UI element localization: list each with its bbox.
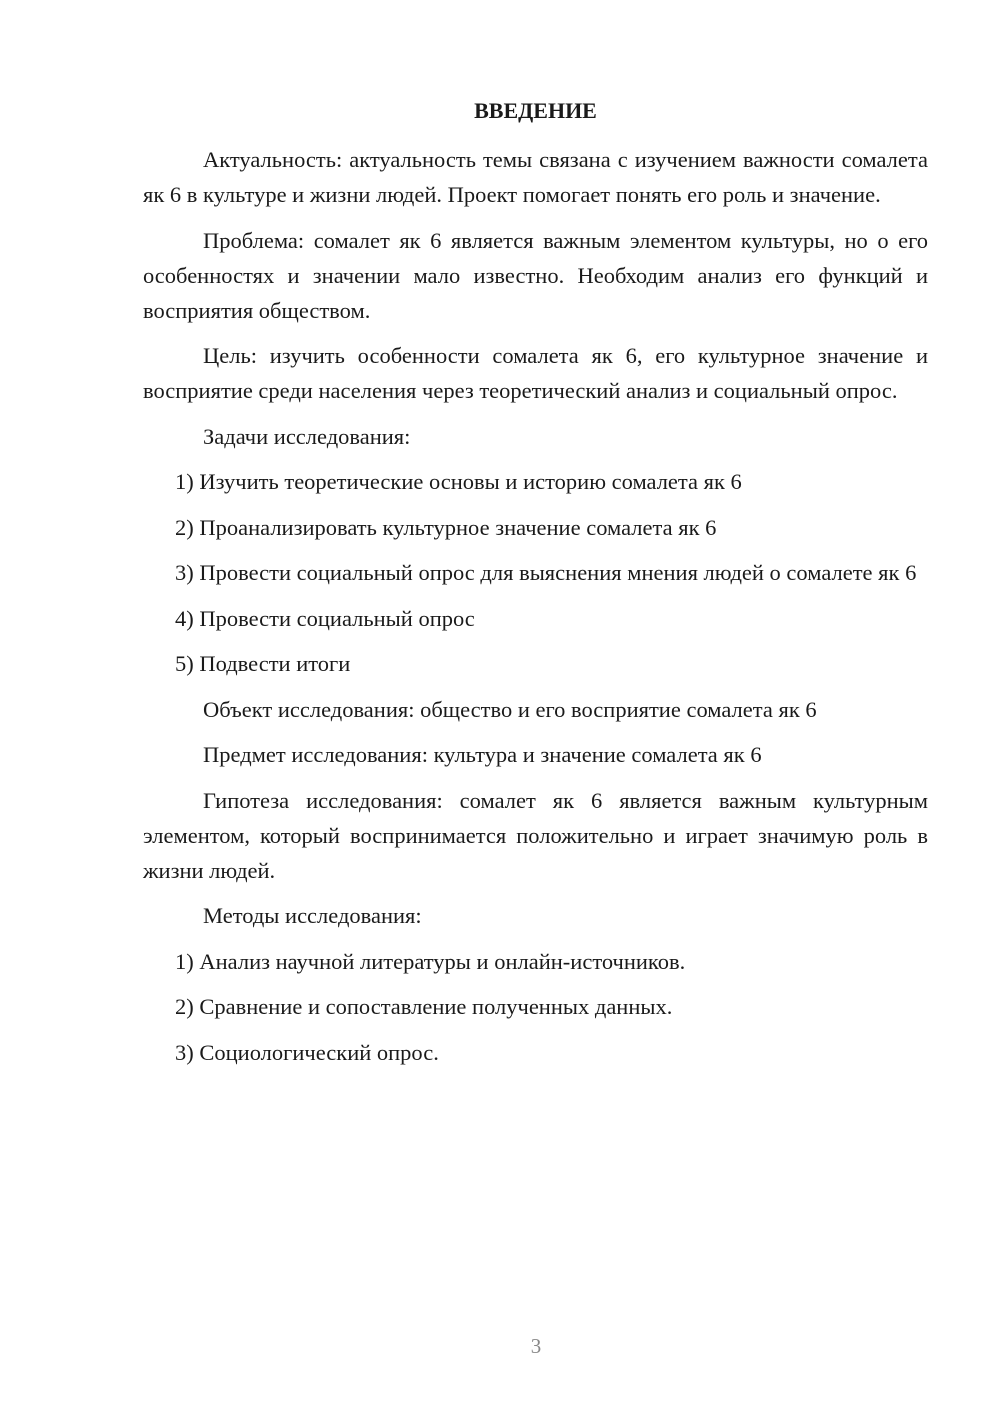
document-body [143, 142, 928, 1080]
task-item-1: 1) Изучить теоретические основы и историю сомалета як 6 [175, 469, 742, 494]
task-item-4: 4) Провести социальный опрос [175, 605, 475, 631]
paragraph-hypothesis: Гипотеза исследования: сомалет як 6 является важным культурным элементом, который воспринимается положительно и играет значимую роль в жизни людей. [143, 787, 928, 883]
method-item-1: 1) Анализ научной литературы и онлайн-источников. [175, 948, 686, 974]
paragraph-object: Объект исследования: общество и его восприятие сомалета як 6 [203, 696, 817, 722]
method-item-3: 3) Социологический опрос. [175, 1039, 439, 1065]
paragraph-goal: Цель: изучить особенности сомалета як 6, его культурное значение и восприятие среди населения через теоретический анализ и социальный опрос. [143, 343, 928, 403]
page-title: ВВЕДЕНИЕ [474, 98, 597, 123]
task-item-2: 2) Проанализировать культурное значение сомалета як 6 [175, 514, 717, 540]
methods-heading: Методы исследования: [203, 903, 422, 928]
page-number: 3 [530, 1334, 542, 1358]
method-item-2: 2) Сравнение и сопоставление полученных данных. [175, 994, 673, 1019]
paragraph-problem: Проблема: сомалет як 6 является важным элементом культуры, но о его особенностях и значении мало известно. Необходим анализ его функций и восприятия обществом. [143, 227, 928, 323]
paragraph-relevance: Актуальность: актуальность темы связана с изучением важности сомалета як 6 в культуре и жизни людей. Проект помогает понять его роль и значение. [143, 147, 928, 207]
tasks-heading: Задачи исследования: [203, 423, 411, 449]
task-item-3: 3) Провести социальный опрос для выяснения мнения людей о сомалете як 6 [175, 560, 917, 585]
paragraph-subject: Предмет исследования: культура и значение сомалета як 6 [203, 742, 762, 767]
task-item-5: 5) Подвести итоги [175, 651, 351, 676]
